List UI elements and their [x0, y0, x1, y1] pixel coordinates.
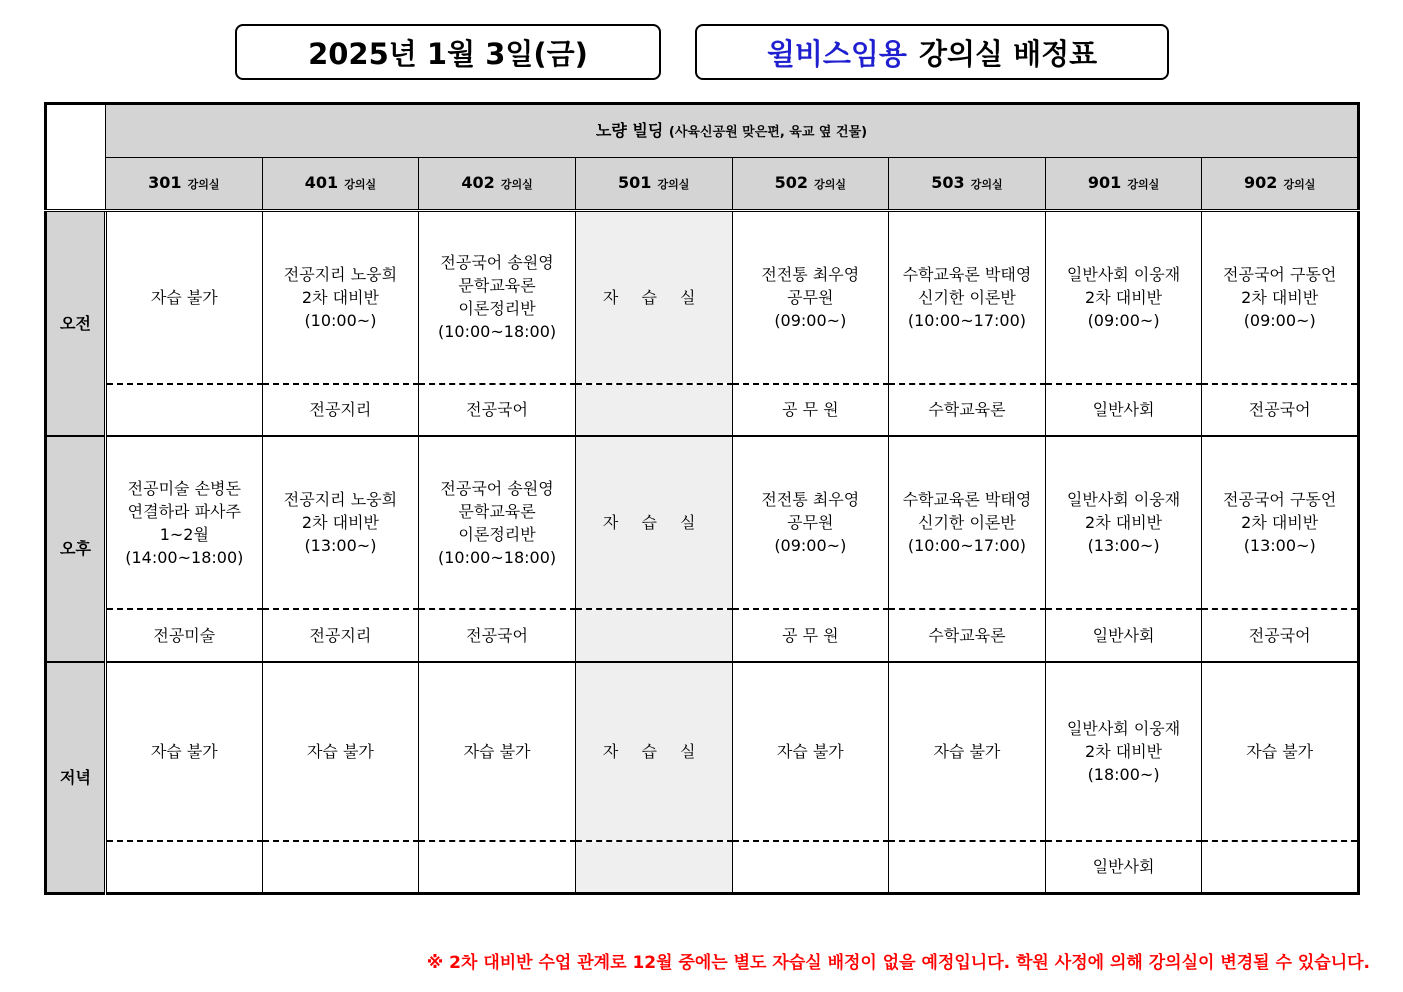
subject-cell — [732, 841, 889, 894]
room-header-402 — [419, 158, 576, 210]
room-unit: 강의실 — [1283, 178, 1316, 191]
schedule-title — [695, 24, 1169, 80]
room-number: 502 — [774, 173, 809, 192]
subject-cell: 수학교육론 — [889, 609, 1046, 661]
building-header-row — [46, 104, 1359, 158]
class-cell: 수학교육론 박태영 신기한 이론반 (10:00~17:00) — [889, 210, 1046, 384]
period-main-row — [46, 662, 1359, 841]
subject-cell: 공 무 원 — [732, 609, 889, 661]
room-header-503 — [889, 158, 1046, 210]
class-cell: 자습 불가 — [732, 662, 889, 841]
class-cell: 전공미술 손병돈 연결하라 파사주 1~2월 (14:00~18:00) — [106, 436, 263, 609]
class-cell: 자 습 실 — [575, 210, 732, 384]
room-header-301 — [106, 158, 263, 210]
building-header — [106, 104, 1359, 158]
period-sub-row — [46, 384, 1359, 436]
class-cell: 자 습 실 — [575, 662, 732, 841]
class-cell: 일반사회 이웅재 2차 대비반 (13:00~) — [1045, 436, 1202, 609]
room-unit: 강의실 — [657, 178, 690, 191]
room-number: 301 — [148, 173, 182, 192]
class-cell: 자습 불가 — [106, 210, 263, 384]
class-cell: 일반사회 이웅재 2차 대비반 (18:00~) — [1045, 662, 1202, 841]
subject-cell: 일반사회 — [1045, 609, 1202, 661]
room-header-501 — [575, 158, 732, 210]
class-cell: 전공국어 송원영 문학교육론 이론정리반 (10:00~18:00) — [419, 210, 576, 384]
class-cell: 자 습 실 — [575, 436, 732, 609]
room-unit: 강의실 — [1127, 178, 1160, 191]
subject-cell: 전공국어 — [419, 609, 576, 661]
subject-cell — [1202, 841, 1359, 894]
subject-cell — [889, 841, 1046, 894]
class-cell: 수학교육론 박태영 신기한 이론반 (10:00~17:00) — [889, 436, 1046, 609]
subject-cell: 일반사회 — [1045, 841, 1202, 894]
subject-cell: 전공미술 — [106, 609, 263, 661]
subject-cell — [106, 841, 263, 894]
room-header-401 — [262, 158, 419, 210]
period-main-row — [46, 210, 1359, 384]
subject-cell: 수학교육론 — [889, 384, 1046, 436]
class-cell: 전공국어 구동언 2차 대비반 (13:00~) — [1202, 436, 1359, 609]
subject-cell: 전공국어 — [1202, 384, 1359, 436]
subject-cell — [575, 841, 732, 894]
classroom-schedule-table — [44, 102, 1360, 895]
class-cell: 자습 불가 — [106, 662, 263, 841]
date-text: 2025년 1월 3일(금) — [308, 36, 588, 71]
date-title — [235, 24, 661, 80]
room-unit: 강의실 — [500, 178, 533, 191]
notice-text: ※ 2차 대비반 수업 관계로 12월 중에는 별도 자습실 배정이 없을 예정입니다. 학원 사정에 의해 강의실이 변경될 수 있습니다. — [426, 953, 1370, 973]
period-label: 오전 — [46, 210, 106, 436]
period-sub-row — [46, 609, 1359, 661]
building-note: (사육신공원 맞은편, 육교 옆 건물) — [668, 124, 868, 140]
room-number: 401 — [304, 173, 339, 192]
subject-cell — [106, 384, 263, 436]
building-name: 노량 빌딩 — [595, 120, 664, 140]
class-cell: 전공국어 송원영 문학교육론 이론정리반 (10:00~18:00) — [419, 436, 576, 609]
class-cell: 전전통 최우영 공무원 (09:00~) — [732, 436, 889, 609]
subject-cell — [575, 609, 732, 661]
room-number: 501 — [618, 173, 652, 192]
room-unit: 강의실 — [814, 178, 846, 191]
room-unit: 강의실 — [344, 178, 377, 191]
subject-cell: 전공지리 — [262, 609, 419, 661]
class-cell: 전공지리 노웅희 2차 대비반 (13:00~) — [262, 436, 419, 609]
subject-cell: 전공국어 — [1202, 609, 1359, 661]
period-sub-row — [46, 841, 1359, 894]
subject-cell: 공 무 원 — [732, 384, 889, 436]
class-cell: 자습 불가 — [889, 662, 1046, 841]
class-cell: 자습 불가 — [419, 662, 576, 841]
room-number: 402 — [461, 173, 495, 192]
class-cell: 자습 불가 — [262, 662, 419, 841]
period-main-row — [46, 436, 1359, 609]
room-number: 901 — [1087, 173, 1122, 192]
period-label: 저녁 — [46, 662, 106, 894]
corner-cell — [46, 104, 106, 211]
room-header-row — [46, 158, 1359, 210]
subject-cell: 일반사회 — [1045, 384, 1202, 436]
class-cell: 일반사회 이웅재 2차 대비반 (09:00~) — [1045, 210, 1202, 384]
room-header-901 — [1045, 158, 1202, 210]
class-cell: 전공국어 구동언 2차 대비반 (09:00~) — [1202, 210, 1359, 384]
period-label: 오후 — [46, 436, 106, 661]
subject-cell: 전공지리 — [262, 384, 419, 436]
class-cell: 자습 불가 — [1202, 662, 1359, 841]
room-unit: 강의실 — [187, 178, 220, 191]
subject-cell — [419, 841, 576, 894]
subject-cell — [575, 384, 732, 436]
subject-cell — [262, 841, 419, 894]
room-unit: 강의실 — [970, 178, 1003, 191]
brand-name: 윌비스임용 — [766, 36, 907, 71]
room-header-902 — [1202, 158, 1359, 210]
room-header-502 — [732, 158, 889, 210]
title-text: 강의실 배정표 — [918, 36, 1098, 71]
room-number: 902 — [1244, 173, 1278, 192]
subject-cell: 전공국어 — [419, 384, 576, 436]
room-number: 503 — [931, 173, 965, 192]
class-cell: 전전통 최우영 공무원 (09:00~) — [732, 210, 889, 384]
class-cell: 전공지리 노웅희 2차 대비반 (10:00~) — [262, 210, 419, 384]
